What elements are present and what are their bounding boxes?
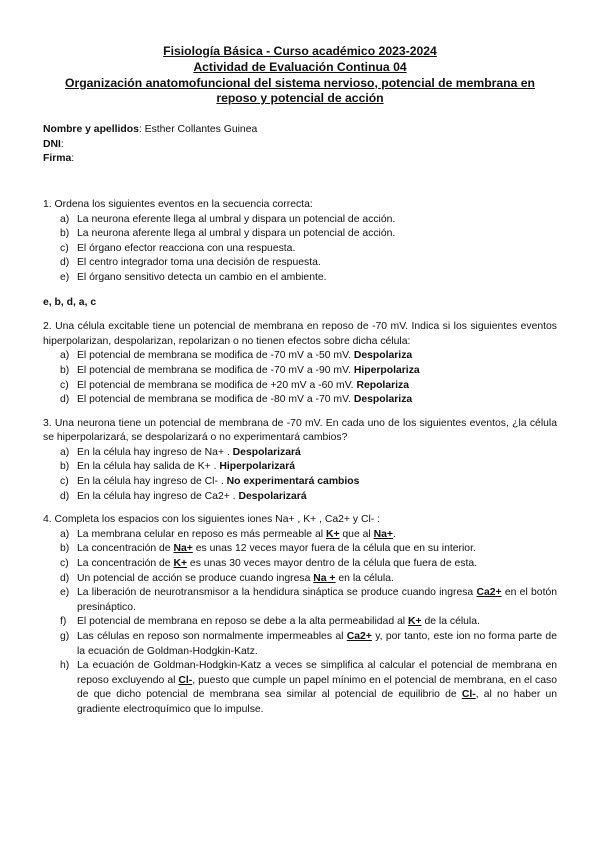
list-item: e) El órgano sensitivo detecta un cambio en el ambiente. [60,271,327,283]
question-3 [43,417,557,505]
list-item: a) El potencial de membrana se modifica de -70 mV a -50 mV. Despolariza [60,350,413,362]
list-item: b) En la célula hay salida de K+ . Hiperpolarizará [60,461,296,473]
question-4-items [43,528,557,718]
list-item: b) La neurona aferente llega al umbral y dispara un potencial de acción. [60,228,396,240]
list-item: d) El centro integrador toma una decisión de respuesta. [60,257,321,269]
list-item: c) La concentración de K+ es unas 30 veces mayor dentro de la célula que fuera de esta. [60,558,478,570]
list-item: e) La liberación de neurotransmisor a la hendidura sináptica se produce cuando ingresa Ca2+ en el botón presináptico. [60,587,558,613]
dni-label: DNI [43,138,61,150]
answer-text: Despolariza [353,394,413,406]
question-3-items [43,446,557,504]
question-1 [43,198,557,310]
fill-in-answer: Na+ [173,543,193,555]
question-4-text: 4. Completa los espacios con los siguientes iones Na+ , K+ , Ca2+ y Cl- : [43,514,381,526]
fill-in-answer: K+ [325,528,340,540]
fill-in-answer: Ca2+ [476,587,502,599]
list-item: g) Las células en reposo son normalmente impermeables al Ca2+ y, por tanto, este ion no forma parte de la ecuación de Goldman-Hodgkin-Katz. [60,631,557,657]
dni-value: : [60,138,64,150]
document-page [43,44,557,718]
list-item: b) El potencial de membrana se modifica de -70 mV a -90 mV. Hiperpolariza [60,364,420,376]
title-line-4: reposo y potencial de acción [216,91,384,106]
list-item: c) El potencial de membrana se modifica de +20 mV a -60 mV. Repolariza [60,379,409,391]
answer-text: Despolarizará [238,490,307,502]
signature-value: : [71,153,75,165]
document-title [43,44,557,107]
list-item: f) El potencial de membrana en reposo se debe a la alta permeabilidad al K+ de la célula. [60,616,480,628]
list-item: a) En la célula hay ingreso de Na+ . Despolarizará [60,446,301,458]
answer-text: Repolariza [356,379,409,391]
list-item: d) El potencial de membrana se modifica de -80 mV a -70 mV. Despolariza [60,394,413,406]
answer-text: No experimentará cambios [226,476,360,488]
question-4 [43,513,557,717]
question-1-text: 1. Ordena los siguientes eventos en la secuencia correcta: [43,198,313,210]
list-item: b) La concentración de Na+ es unas 12 veces mayor fuera de la célula que en su interior. [60,543,476,555]
question-1-items [43,213,557,286]
list-item: h) La ecuación de Goldman-Hodgkin-Katz a veces se simplifica al calcular el potencial de membrana en reposo excluyendo al Cl-, puesto que cumple un papel mínimo en el potencial de membrana, en el caso de que dicho potencial de membrana sea similar al potencial de equilibrio de Cl-, al no haber un gradiente electroquímico que lo impulse. [60,660,558,715]
fill-in-answer: Na + [313,572,336,584]
fill-in-answer: Na+ [373,528,393,540]
name-row [43,123,557,138]
title-line-3: Organización anatomofuncional del sistema nervioso, potencial de membrana en [64,75,535,90]
signature-label: Firma [43,153,72,165]
name-value: : Esther Collantes Guinea [138,124,258,136]
list-item: a) La membrana celular en reposo es más permeable al K+ que al Na+. [60,528,396,540]
fill-in-answer: K+ [173,558,188,570]
list-item: a) La neurona eferente llega al umbral y dispara un potencial de acción. [60,213,396,225]
answer-text: Hiperpolarizará [219,461,296,473]
title-line-1: Fisiología Básica - Curso académico 2023-2024 [163,44,437,58]
question-2-items [43,349,557,407]
answer-text: Despolarizará [232,446,301,458]
question-2-text: 2. Una célula excitable tiene un potencial de membrana en reposo de -70 mV. Indica si los siguientes eventos hiperpolarizan, despolarizan, repolarizan o no tienen efectos sobre dicha célula: [43,321,557,347]
question-3-text: 3. Una neurona tiene un potencial de membrana de -70 mV. En cada uno de los siguientes eventos, ¿la célula se hiperpolarizará, se despolarizará o no experimentará cambios? [43,417,557,444]
student-info [43,123,557,167]
name-label: Nombre y apellidos [43,124,139,136]
list-item: d) En la célula hay ingreso de Ca2+ . Despolarizará [60,490,307,502]
list-item: c) En la célula hay ingreso de Cl- . No experimentará cambios [60,476,360,488]
question-1-answer: e, b, d, a, c [43,296,97,308]
answer-text: Hiperpolariza [353,364,420,376]
question-2 [43,320,557,408]
list-item: d) Un potencial de acción se produce cuando ingresa Na + en la célula. [60,572,394,584]
title-line-2: Actividad de Evaluación Continua 04 [193,59,407,74]
fill-in-answer: Cl- [461,689,476,701]
fill-in-answer: Cl- [178,674,193,686]
dni-row [43,138,557,153]
fill-in-answer: K+ [407,616,422,628]
answer-text: Despolariza [353,350,413,362]
signature-row [43,152,557,167]
list-item: c) El órgano efector reacciona con una respuesta. [60,242,296,254]
fill-in-answer: Ca2+ [346,631,372,642]
